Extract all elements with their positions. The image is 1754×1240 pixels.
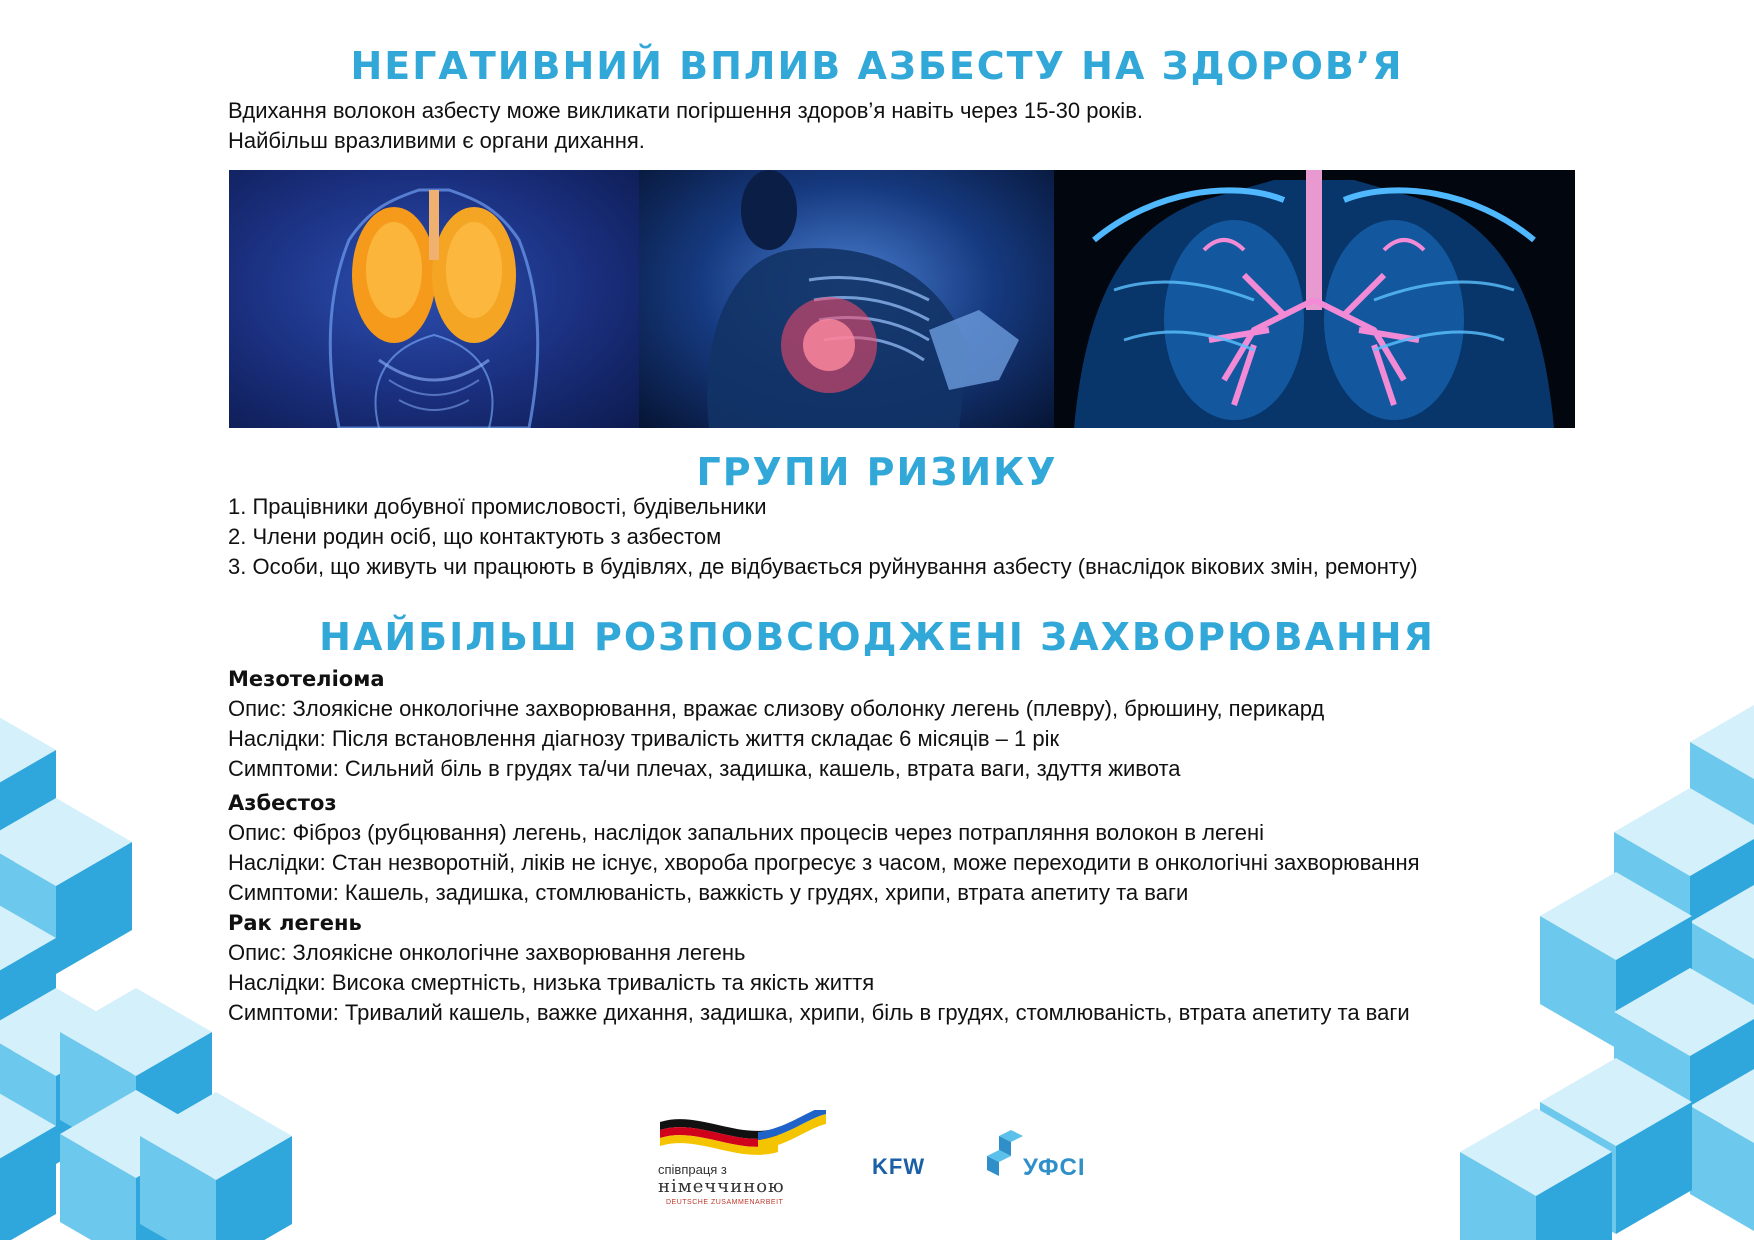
diseases-heading: НАЙБІЛЬШ РОЗПОВСЮДЖЕНІ ЗАХВОРЮВАННЯ xyxy=(319,615,1435,659)
lungs-xray-image xyxy=(1054,170,1575,428)
disease-description: Опис: Фіброз (рубцювання) легень, наслідок запальних процесів через потрапляння волокон в легені xyxy=(228,820,1264,845)
disease-asbestosis xyxy=(228,788,1420,908)
chest-pain-image xyxy=(639,170,1054,428)
risk-groups-heading: ГРУПИ РИЗИКУ xyxy=(696,450,1058,494)
german-logo-line-3: DEUTSCHE ZUSAMMENARBEIT xyxy=(666,1199,784,1206)
disease-symptoms: Симптоми: Сильний біль в грудях та/чи плечах, задишка, кашель, втрата ваги, здуття живота xyxy=(228,756,1181,781)
partner-logos xyxy=(640,1100,1100,1210)
illustration-strip xyxy=(229,170,1575,428)
disease-outcome: Наслідки: Після встановлення діагнозу тривалість життя складає 6 місяців – 1 рік xyxy=(228,726,1060,751)
lungs-anatomy-image xyxy=(229,170,639,428)
risk-group-item: 1. Працівники добувної промисловості, будівельники xyxy=(228,494,767,519)
german-logo-line-1: співпраця з xyxy=(658,1162,727,1177)
disease-outcome: Наслідки: Висока смертність, низька тривалість та якість життя xyxy=(228,970,875,995)
disease-name: Мезотеліома xyxy=(228,667,385,691)
risk-group-item: 3. Особи, що живуть чи працюють в будівлях, де відбувається руйнування азбесту (внаслідок вікових змін, ремонту) xyxy=(228,554,1418,579)
kfw-logo: KFW xyxy=(872,1154,926,1179)
ufsi-cube-icon xyxy=(985,1130,1025,1190)
german-logo-line-2: німеччиною xyxy=(658,1176,785,1197)
disease-mesothelioma xyxy=(228,664,1324,784)
intro-line-2: Найбільш вразливими є органи дихання. xyxy=(228,128,645,153)
disease-outcome: Наслідки: Стан незворотній, ліків не існує, хвороба прогресує з часом, може переходити в онкологічні захворювання xyxy=(228,850,1420,875)
disease-symptoms: Симптоми: Тривалий кашель, важке дихання, задишка, хрипи, біль в грудях, стомлюваність, втрата апетиту та ваги xyxy=(228,1000,1410,1025)
intro-text xyxy=(228,96,1143,156)
ufsi-logo xyxy=(985,1130,1095,1190)
disease-name: Рак легень xyxy=(228,911,362,935)
disease-description: Опис: Злоякісне онкологічне захворювання, вражає слизову оболонку легень (плевру), брюшину, перикард xyxy=(228,696,1325,721)
main-heading: НЕГАТИВНИЙ ВПЛИВ АЗБЕСТУ НА ЗДОРОВ’Я xyxy=(350,44,1404,88)
risk-groups-list xyxy=(228,492,1418,582)
disease-name: Азбестоз xyxy=(228,791,337,815)
disease-symptoms: Симптоми: Кашель, задишка, стомлюваність, важкість у грудях, хрипи, втрата апетиту та ваги xyxy=(228,880,1189,905)
intro-line-1: Вдихання волокон азбесту може викликати погіршення здоров’я навіть через 15-30 років. xyxy=(228,98,1143,123)
flags-wave-icon xyxy=(658,1110,828,1162)
disease-description: Опис: Злоякісне онкологічне захворювання легень xyxy=(228,940,746,965)
disease-lung-cancer xyxy=(228,908,1410,1028)
right-cubes xyxy=(1460,698,1754,1240)
risk-group-item: 2. Члени родин осіб, що контактують з азбестом xyxy=(228,524,722,549)
german-cooperation-logo xyxy=(658,1110,818,1210)
ufsi-logo-text: УФСІ xyxy=(1023,1154,1086,1181)
